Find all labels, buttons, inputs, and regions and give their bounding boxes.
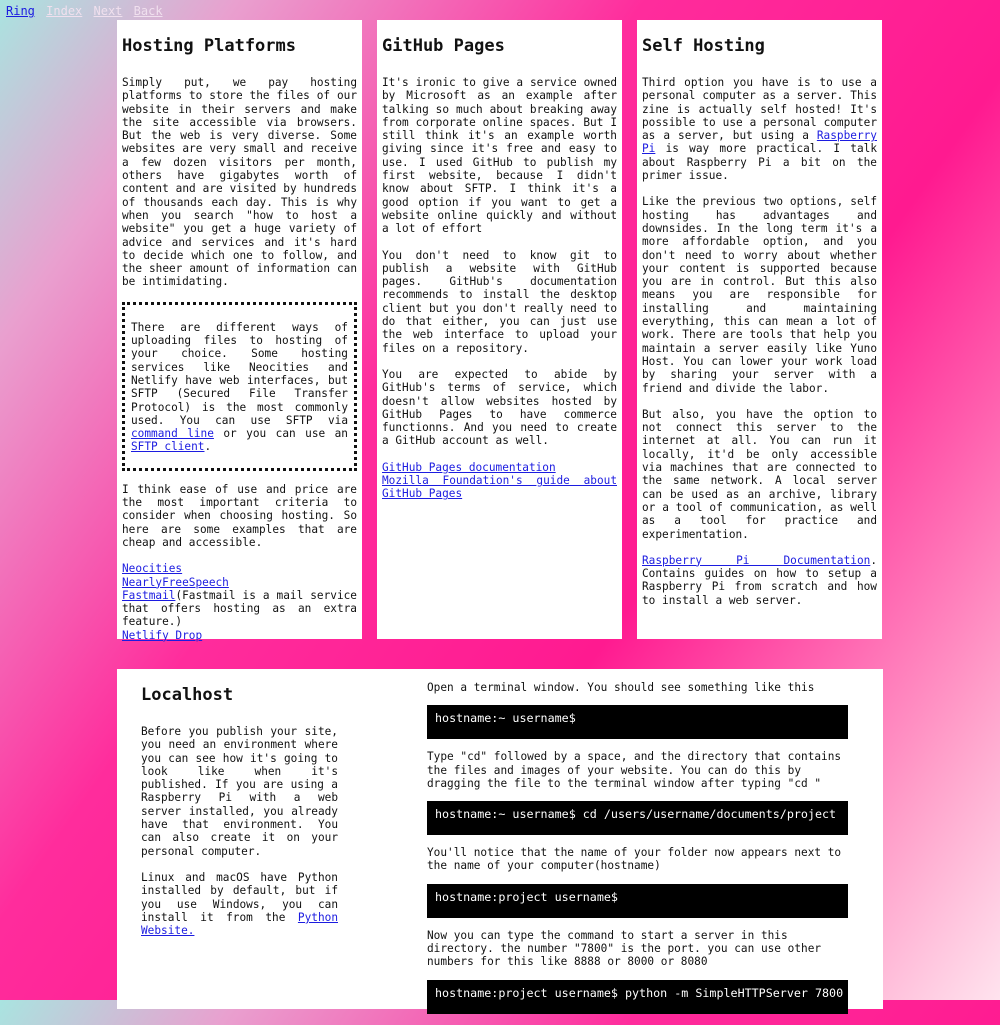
step-3-text: You'll notice that the name of your folder now appears next to the name of your computer(hostname) [427,846,842,873]
hosting-criteria: I think ease of use and price are the most important criteria to consider when choosing hosting. So here are some examples that are cheap and accessible. [122,482,357,549]
github-p2: You don't need to know git to publish a website with GitHub pages. GitHub's documentation recommends to install the desktop client but you don't really need to do that either, you can just use the web interface to upload your files on a repository. [382,248,617,355]
terminal-block-3: hostname:project username$ [427,884,848,918]
step-2-text: Type "cd" followed by a space, and the directory that contains the files and images of your website. You can do this by dragging the file to the terminal window after typing "cd " [427,750,842,790]
localhost-p1: Before you publish your site, you need an environment where you can see how it's going to look like when it's published. If you are using a Raspberry Pi with a web server installed, you already have that environment. You can also create it on your personal computer. [141,725,338,858]
netlify-drop-link[interactable]: Netlify Drop [122,628,203,642]
raspberry-pi-link[interactable]: Raspberry Pi [642,129,877,156]
nav-next-link[interactable]: Next [93,4,123,18]
localhost-p2 [141,871,338,937]
nav-ring-link[interactable]: Ring [6,4,35,18]
hosting-links [122,562,357,642]
github-pages-card [377,20,622,639]
self-p1 [642,76,877,182]
nav-back-link[interactable]: Back [133,4,163,18]
github-p1: It's ironic to give a service owned by Microsoft as an example after talking so much about breaking away from corporate online spaces. But I still think it's an example worth giving since it's free and easy to use. I used GitHub to publish my first website, because I didn't know about SFTP. I think it's a good option if you want to get a website online quickly and without a lot of effort [382,76,617,236]
step-1-text: Open a terminal window. You should see something like this [427,681,815,694]
github-docs-link[interactable]: GitHub Pages documentation [382,460,556,474]
fastmail-line [122,589,357,629]
fastmail-link[interactable]: Fastmail [122,588,176,602]
top-nav [6,4,167,18]
python-website-link[interactable]: Python Website. [141,910,338,938]
self-p2: Like the previous two options, self hosting has advantages and downsides. In the long term it's a more affordable option, and you don't need to worry about whether your content is supported because you are in control. But this also means you are responsible for installing and maintaining everything, this can mean a lot of work. There are tools that help you maintain a server easily like Yuno Host. You can lower your work load by sharing your server with a friend and divide the labor. [642,195,877,395]
nav-index-link[interactable]: Index [46,4,83,18]
self-hosting-card [637,20,882,639]
terminal-block-4: hostname:project username$ python -m SimpleHTTPServer 7800 [427,980,848,1014]
self-p4-tail: . Contains guides on how to setup a Raspberry Pi from scratch and how to install a web server. [642,553,877,607]
sftp-note-text [131,321,348,454]
fastmail-note: (Fastmail is a mail service that offers hosting as an extra feature.) [122,588,357,629]
command-line-link[interactable]: command line [131,427,214,441]
sftp-client-link[interactable]: SFTP client [131,440,205,454]
terminal-block-1: hostname:~ username$ [427,705,848,739]
github-title: GitHub Pages [382,36,505,56]
self-p1-tail: is way more practical. I talk about Raspberry Pi a bit on the primer issue. [642,142,877,183]
sftp-note-lead: There are different ways of uploading files to hosting of your choice. Some hosting services like Neocities and Netlify have web interfaces, but SFTP (Secured File Transfer Protocol) is the most commonly used. You can use SFTP via [131,320,348,427]
self-p4 [642,554,877,607]
github-p3: You are expected to abide by GitHub's terms of service, which doesn't allow websites hosted by GitHub Pages to have commerce functionns. And you need to create a GitHub account as well. [382,367,617,448]
hosting-title: Hosting Platforms [122,36,296,56]
sftp-note-mid: or you can use an [213,427,348,441]
terminal-block-2: hostname:~ username$ cd /users/username/documents/project [427,801,848,835]
localhost-title: Localhost [141,685,234,705]
self-title: Self Hosting [642,36,765,56]
localhost-p2-lead: Linux and macOS have Python installed by default, but if you use Windows, you can install it from the [141,870,338,924]
localhost-intro [141,685,338,950]
sftp-note-end: . [204,440,212,454]
mozilla-guide-link[interactable]: Mozilla Foundation's guide about GitHub Pages [382,474,617,501]
raspberry-pi-docs-link[interactable]: Raspberry Pi Documentation [642,553,871,567]
self-p1-lead: Third option you have is to use a personal computer as a server. This zine is actually self hosted! It's possible to use a personal computer as a server, but using a [642,76,877,143]
localhost-section [117,669,883,1009]
github-links [382,461,617,501]
hosting-intro: Simply put, we pay hosting platforms to store the files of our website in their servers and make the site accessible via browsers. But the web is very diverse. Some websites are very small and receive a few dozen visitors per month, others have gigabytes worth of content and are visited by hundreds of thousands each day. This is why when you search "how to host a website" you get a huge variety of advice and services and it's hard to decide which one to follow, and the sheer amount of information can be intimidating. [122,76,357,289]
localhost-steps [427,681,848,1025]
nearlyfreespeech-link[interactable]: NearlyFreeSpeech [122,575,229,589]
neocities-link[interactable]: Neocities [122,562,183,576]
self-p3: But also, you have the option to not connect this server to the internet at all. You can run it locally, it'd be only accessible via machines that are connected to the same network. A local server can be used as an archive, library or a tool of communication, as well as a tool for practice and experimentation. [642,407,877,541]
hosting-platforms-card [117,20,362,642]
sftp-note-box [122,302,357,471]
step-4-text: Now you can type the command to start a server in this directory. the number "7800" is the port. you can use other numbers for this like 8888 or 8000 or 8080 [427,928,822,969]
